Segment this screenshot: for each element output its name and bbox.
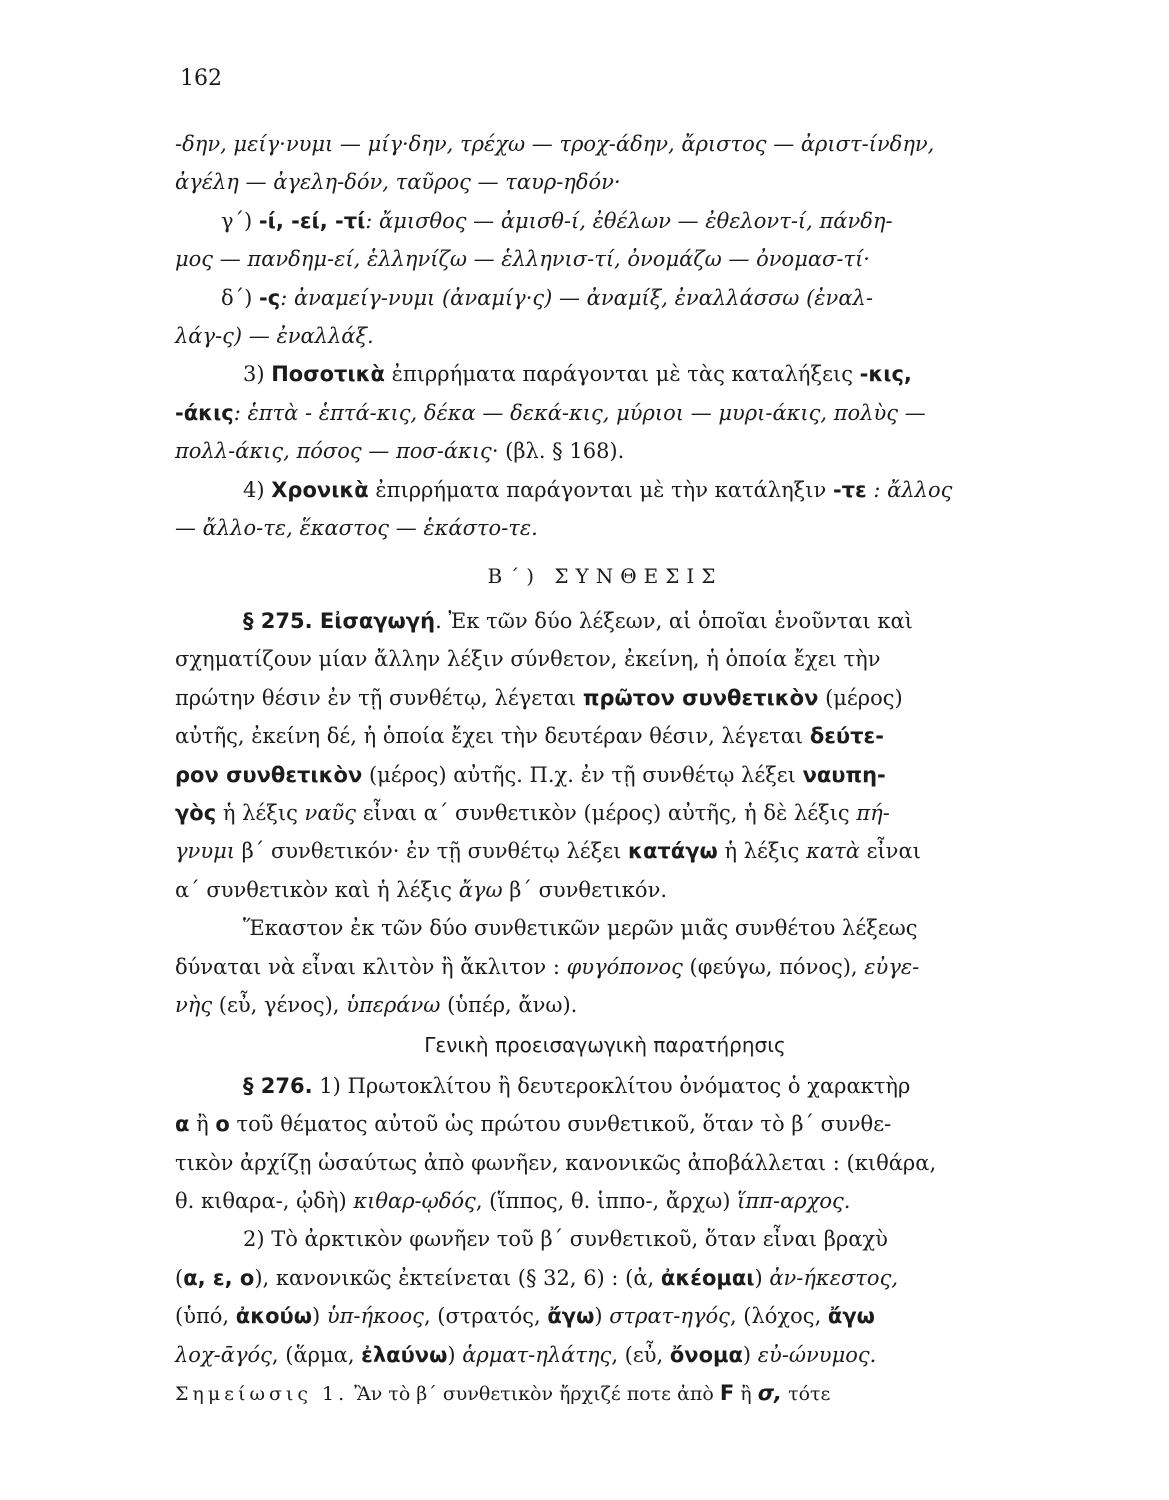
text-run: (ὑπέρ, ἄνω). (440, 992, 578, 1017)
text-line (175, 432, 1035, 470)
text-run: (μέρος) (818, 685, 903, 710)
text-run: ἐπιρρήματα παράγονται μὲ τὰς καταλήξεις (384, 362, 860, 387)
text-run: (μέρος) αὐτῆς. Π.χ. ἐν τῇ συνθέτῳ λέξει (362, 762, 803, 787)
text-run: πολλ-άκις, πόσος — ποσ-άκις (175, 439, 492, 464)
text-run: κιθαρ-ῳδός (353, 1188, 476, 1213)
text-line (175, 871, 1035, 909)
text-run: ναῦς (304, 800, 357, 825)
text-line (175, 986, 1035, 1024)
text-line (175, 509, 1035, 547)
text-run: γνυμι (175, 839, 235, 864)
text-run: εἶναι α΄ συνθετικὸν (μέρος) αὐτῆς, ἡ δὲ λέξις (356, 800, 857, 825)
text-run: στρατ-ηγός (609, 1304, 730, 1329)
text-line (175, 202, 1035, 240)
text-run: κατὰ (806, 839, 860, 864)
text-run: ὑπ-ήκοος (326, 1304, 424, 1329)
text-run: Ἕκαστον ἐκ τῶν δύο συνθετικῶν μερῶν μιᾶς συνθέτου λέξεως (243, 916, 918, 941)
text-line (175, 717, 1035, 755)
text-run: . Ἐκ τῶν δύο λέξεων, αἱ ὁποῖαι ἑνοῦνται καὶ (435, 608, 913, 633)
text-line (175, 125, 1035, 163)
text-run: , (στρατός, (423, 1304, 548, 1329)
text-line (175, 1144, 1035, 1182)
text-run: ἄγω (458, 877, 503, 902)
text-line (175, 1336, 1035, 1374)
text-run: α΄ συνθετικὸν καὶ ἡ λέξις (175, 877, 459, 902)
text-run: δ΄) (221, 285, 260, 310)
text-run: Σημείωσις 1. (175, 1383, 349, 1405)
text-run: σχηματίζουν μίαν ἄλλην λέξιν σύνθετον, ἐκείνη, ἡ ὁποία ἔχει τὴν (175, 647, 881, 672)
text-run: , (εὖ, (611, 1342, 670, 1367)
text-run: (εὖ, γένος), (212, 992, 347, 1017)
text-run: ) (594, 1304, 610, 1329)
text-run: , (ἅρμα, (271, 1342, 362, 1367)
text-line (175, 756, 1035, 794)
text-line (175, 1067, 1035, 1105)
text-run: γ΄) (221, 208, 259, 233)
text-run: εὐ-ώνυμος. (757, 1342, 877, 1367)
text-run: § 276. (243, 1073, 313, 1098)
text-run: ἡ λέξις (717, 839, 807, 864)
text-run: τοῦ θέματος αὐτοῦ ὡς πρώτου συνθετικοῦ, ὅταν τὸ β΄ συνθε- (229, 1112, 892, 1137)
text-run: λοχ-ᾱγός (175, 1342, 272, 1367)
text-run: Ποσοτικὰ (271, 362, 385, 387)
text-line (175, 471, 1035, 509)
text-run: ἀκέομαι (660, 1265, 755, 1290)
text-run: β΄ συνθετικόν. (502, 877, 668, 902)
text-run: πρῶτον συνθετικὸν (582, 685, 819, 710)
text-run: ἢ (734, 1383, 758, 1405)
text-line (175, 1182, 1035, 1220)
text-run: δεύτε- (809, 724, 884, 749)
text-run: ἐπιρρήματα παράγονται μὲ τὴν κατάληξιν (368, 477, 833, 502)
text-run: ἄγω (547, 1304, 595, 1329)
text-line (175, 909, 1035, 947)
note-line (175, 1374, 1035, 1413)
text-line (175, 602, 1035, 640)
text-line (175, 1220, 1035, 1258)
text-run: εἶναι (859, 839, 921, 864)
text-line (175, 1259, 1035, 1297)
text-run: αὐτῆς, ἐκείνη δέ, ἡ ὁποία ἔχει τὴν δευτέραν θέσιν, λέγεται (175, 724, 810, 749)
text-run: ) (311, 1304, 327, 1329)
text-run: β΄ συνθετικόν· ἐν τῇ συνθέτῳ λέξει (234, 839, 629, 864)
text-run: ἐλαύνω (361, 1342, 448, 1367)
text-run: μος — πανδημ-εί, ἑλληνίζω — ἑλληνισ-τί, ὀνομάζω — ὀνομασ-τί· (175, 247, 870, 272)
text-run: F (719, 1381, 735, 1405)
text-line (175, 163, 1035, 201)
text-line (175, 794, 1035, 832)
text-run: (φεύγω, πόνος), (682, 954, 865, 979)
text-run: -άκις (175, 400, 234, 425)
text-run: νὴς (175, 992, 213, 1017)
text-run: ) (447, 1342, 463, 1367)
text-line (175, 355, 1035, 393)
text-run: ( (175, 1265, 184, 1290)
text-run: ἡ λέξις (216, 800, 305, 825)
text-run: 1) Πρωτοκλίτου ἢ δευτεροκλίτου ὀνόματος ὁ χαρακτὴρ (312, 1073, 911, 1098)
text-run: ἢ (189, 1112, 216, 1137)
text-run: ναυπη- (802, 762, 886, 787)
text-run: 3) (243, 362, 272, 387)
text-run: ) (742, 1342, 758, 1367)
text-run: ἄγω (827, 1304, 875, 1329)
text-run: σ, (757, 1381, 783, 1405)
text-line (175, 640, 1035, 678)
text-run: : ἄμισθος — ἀμισθ-ί, ἐθέλων — ἐθελοντ-ί, πάνδη- (365, 208, 893, 233)
text-run: ἵππ-αρχος. (737, 1188, 851, 1213)
text-run: -κις, (859, 362, 912, 387)
text-run: λάγ-ς) — ἐναλλάξ. (175, 324, 374, 349)
text-run: κατάγω (628, 839, 718, 864)
text-run: τότε (782, 1383, 831, 1405)
text-run: ), κανονικῶς ἐκτείνεται (§ 32, 6) : (ἀ, (254, 1265, 661, 1290)
text-run: ἀκούω (235, 1304, 312, 1329)
text-run: Ἂν τὸ β΄ συνθετικὸν ἤρχιζέ ποτε ἀπὸ (348, 1383, 720, 1405)
text-line (175, 394, 1035, 432)
text-run: ἀγέλη — ἀγελη-δόν, ταῦρος — ταυρ-ηδόν· (175, 170, 621, 195)
text-run: (ὑπό, (175, 1304, 236, 1329)
text-run: πή- (856, 800, 890, 825)
text-line (175, 1297, 1035, 1335)
text-run: φυγόπονος (566, 954, 683, 979)
text-run: 2) Τὸ ἀρκτικὸν φωνῆεν τοῦ β΄ συνθετικοῦ, ὅταν εἶναι βραχὺ (243, 1227, 888, 1252)
subsection-heading: Γενικὴ προεισαγωγικὴ παρατήρησις (424, 1033, 786, 1058)
text-run: ) (754, 1265, 770, 1290)
text-run: α, ε, ο (183, 1265, 255, 1290)
text-line (175, 948, 1035, 986)
text-run: : ἀναμείγ-νυμι (ἀναμίγ·ς) — ἀναμίξ, ἐναλλάσσω (ἐναλ- (280, 285, 873, 310)
text-run: εὐγε- (864, 954, 920, 979)
text-run: γὸς (175, 800, 217, 825)
text-line (175, 317, 1035, 355)
text-run: ἁρματ-ηλάτης (462, 1342, 612, 1367)
text-run: · (βλ. § 168). (491, 439, 625, 464)
section-heading: Β΄) ΣΥΝΘΕΣΙΣ (487, 564, 723, 589)
page-body (175, 125, 1035, 1413)
text-run: α (175, 1112, 190, 1137)
text-line (175, 679, 1035, 717)
text-run: τικὸν ἀρχίζῃ ὡσαύτως ἀπὸ φωνῆεν, κανονικῶς ἀποβάλλεται : (κιθάρα, (175, 1150, 937, 1175)
text-run: -δην, μείγ·νυμι — μίγ·δην, τρέχω — τροχ-άδην, ἄριστος — ἀριστ-ίνδην, (175, 132, 935, 156)
text-run: πρώτην θέσιν ἐν τῇ συνθέτῳ, λέγεται (175, 685, 583, 710)
text-run: Χρονικὰ (271, 477, 369, 502)
text-run: -ς (259, 285, 281, 310)
text-run: — ἄλλο-τε, ἕκαστος — ἑκάστο-τε. (175, 516, 538, 541)
page-number: 162 (180, 66, 222, 91)
text-run: , (λόχος, (729, 1304, 828, 1329)
text-run: , (ἵππος, θ. ἱππο-, ἄρχω) (475, 1188, 738, 1213)
text-run: : ἑπτὰ - ἑπτά-κις, δέκα — δεκά-κις, μύριοι — μυρι-άκις, πολὺς — (233, 400, 926, 425)
text-run: : ἄλλος (866, 477, 953, 502)
text-run: ο (215, 1112, 230, 1137)
text-run: ἀν-ήκεστος, (769, 1265, 899, 1290)
text-line (175, 240, 1035, 278)
text-run: ὑπεράνω (346, 992, 441, 1017)
text-run: 4) (243, 477, 272, 502)
text-run: -τε (832, 477, 867, 502)
text-run: ρον συνθετικὸν (175, 762, 363, 787)
text-run: ὄνομα (669, 1342, 743, 1367)
text-line (175, 279, 1035, 317)
text-line (175, 1105, 1035, 1143)
text-run: -ί, -εί, -τί (258, 208, 366, 233)
text-run: § 275. Εἰσαγωγή (243, 608, 436, 633)
text-run: δύναται νὰ εἶναι κλιτὸν ἢ ἄκλιτον : (175, 954, 567, 979)
text-line (175, 832, 1035, 870)
text-run: θ. κιθαρα-, ᾠδὴ) (175, 1188, 354, 1213)
